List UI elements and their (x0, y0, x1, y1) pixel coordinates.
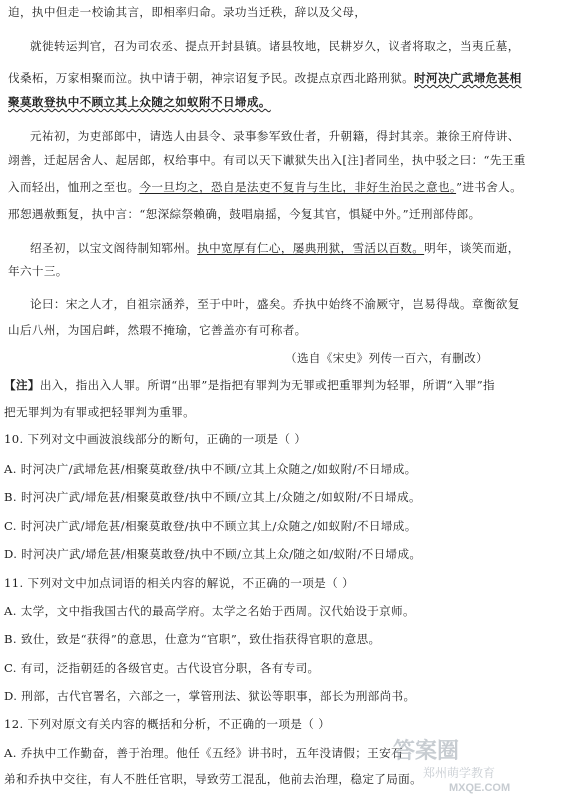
question-12-option-a: A. 乔执中工作勤奋，善于治理。他任《五经》讲书时，五年没请假；王安石 (4, 746, 403, 760)
note-line (0, 378, 563, 392)
passage-line: 就徙转运判官，召为司农丞、提点开封县镇。诸县牧地，民耕岁久，议者将取之，当夷丘墓， (30, 39, 520, 53)
watermark-title: 答案圈 (393, 738, 460, 763)
source-citation: （选自《宋史》列传一百六，有删改） (285, 351, 489, 365)
passage-line: 翊善，迁起居舍人、起居郎，权给事中。有司以天下谳狱失出入[注]者同坐，执中驳之曰：“先王重 (8, 153, 526, 167)
watermark-sub: 郑州萌学教育 (423, 766, 496, 780)
passage-text: 入而轻出，恤刑之至也。 (8, 180, 140, 194)
note-line: 把无罪判为有罪或把轻罪判为重罪。 (4, 405, 196, 419)
question-11-stem: 11. 下列对文中加点词语的相关内容的解说，不正确的一项是（ ） (4, 576, 355, 590)
question-10-option-c: C. 时河决广武/埽危甚/相聚莫敢登/执中不顾立其上/众随之/如蚁附/不日埽成。 (4, 519, 417, 533)
passage-line: 邢恕遇赦甄复，执中言：“恕深綜祭賴确，鼓唱扇摇，今复其官，惧疑中外。”迁刑部侍郎。 (8, 207, 481, 221)
passage-text: 绍圣初，以宝文阁待制知郓州。 (30, 241, 198, 255)
question-12-option-a-cont: 弟和乔执中交往，有人不胜任官职，导致劳工混乱，他前去治理，稳定了局面。 (4, 772, 423, 786)
question-10-option-d: D. 时河决广武/埽危甚/相聚莫敢登/执中不顾/立其上众/随之如/蚁附/不日埽成。 (4, 547, 422, 561)
watermark-url: MXQE.COM (449, 782, 511, 794)
wavy-underlined-sentence: 聚莫敢登执中不顾立其上众随之如蚁附不日埽成。 (8, 95, 271, 109)
question-11-option-d: D. 刑部，古代官署名，六部之一，掌管刑法、狱讼等职事，部长为刑部尚书。 (4, 689, 416, 703)
passage-line: 论曰：宋之人才，自祖宗涵养，至于中叶，盛矣。乔执中始终不渝厥守，岂易得哉。章衡欲复 (30, 297, 520, 311)
question-10-option-a: A. 时河决广/武埽危甚/相聚莫敢登/执中不顾/立其上众随之/如蚁附/不日埽成。 (4, 462, 417, 476)
question-11-option-c: C. 有司，泛指朝廷的各级官吏。古代设官分职，各有专司。 (4, 661, 320, 675)
question-10-option-b: B. 时河决广武/埽危甚/相聚莫敢登/执中不顾/立其上/众随之/如蚁附/不日埽成。 (4, 490, 421, 504)
passage-line: 迫，执中但走一校谕其言，即相率归命。录功当迁秩，辞以及父母， (8, 5, 367, 19)
underlined-sentence: 执中宽厚有仁心，屡典刑狱，雪活以百数。 (197, 241, 425, 255)
passage-line (0, 180, 563, 194)
watermark-logo (379, 732, 559, 794)
passage-text: ”进书舍人。 (456, 180, 523, 194)
passage-line: 山后八州，为国启衅，然瑕不掩瑜，它善盖亦有可称者。 (8, 323, 307, 337)
passage-line (0, 95, 563, 109)
question-11-option-b: B. 致仕，致是“获得”的意思，仕意为“官职”，致仕指获得官职的意思。 (4, 632, 381, 646)
passage-line (0, 241, 563, 255)
passage-text: 明年，谈笑而逝， (424, 241, 520, 255)
passage-line: 元祐初，为吏部郎中，请选人由县令、录事参军致仕者，升朝籍，得封其亲。兼徐王府侍讲、 (30, 129, 520, 143)
question-11-option-a: A. 太学，文中指我国古代的最高学府。太学之名始于西周。汉代始设于京师。 (4, 604, 415, 618)
note-label: 【注】 (4, 378, 40, 392)
question-12-stem: 12. 下列对原文有关内容的概括和分析，不正确的一项是（ ） (4, 717, 331, 731)
note-text: 出入，指出入人罪。所谓“出罪”是指把有罪判为无罪或把重罪判为轻罪，所谓“入罪”指 (39, 378, 495, 392)
passage-text: 伐桑柘，万家相聚而泣。执中请于朝，神宗诏复予民。改提点京西北路刑狱。 (8, 71, 415, 85)
wavy-underlined-sentence: 时河决广武埽危甚相 (414, 71, 522, 85)
passage-line: 年六十三。 (8, 264, 68, 278)
underlined-sentence: 今一旦均之，恐自是法吏不复肯与生比，非好生治民之意也。 (139, 180, 457, 194)
passage-line (0, 71, 563, 85)
question-10-stem: 10. 下列对文中画波浪线部分的断句，正确的一项是（ ） (4, 432, 307, 446)
